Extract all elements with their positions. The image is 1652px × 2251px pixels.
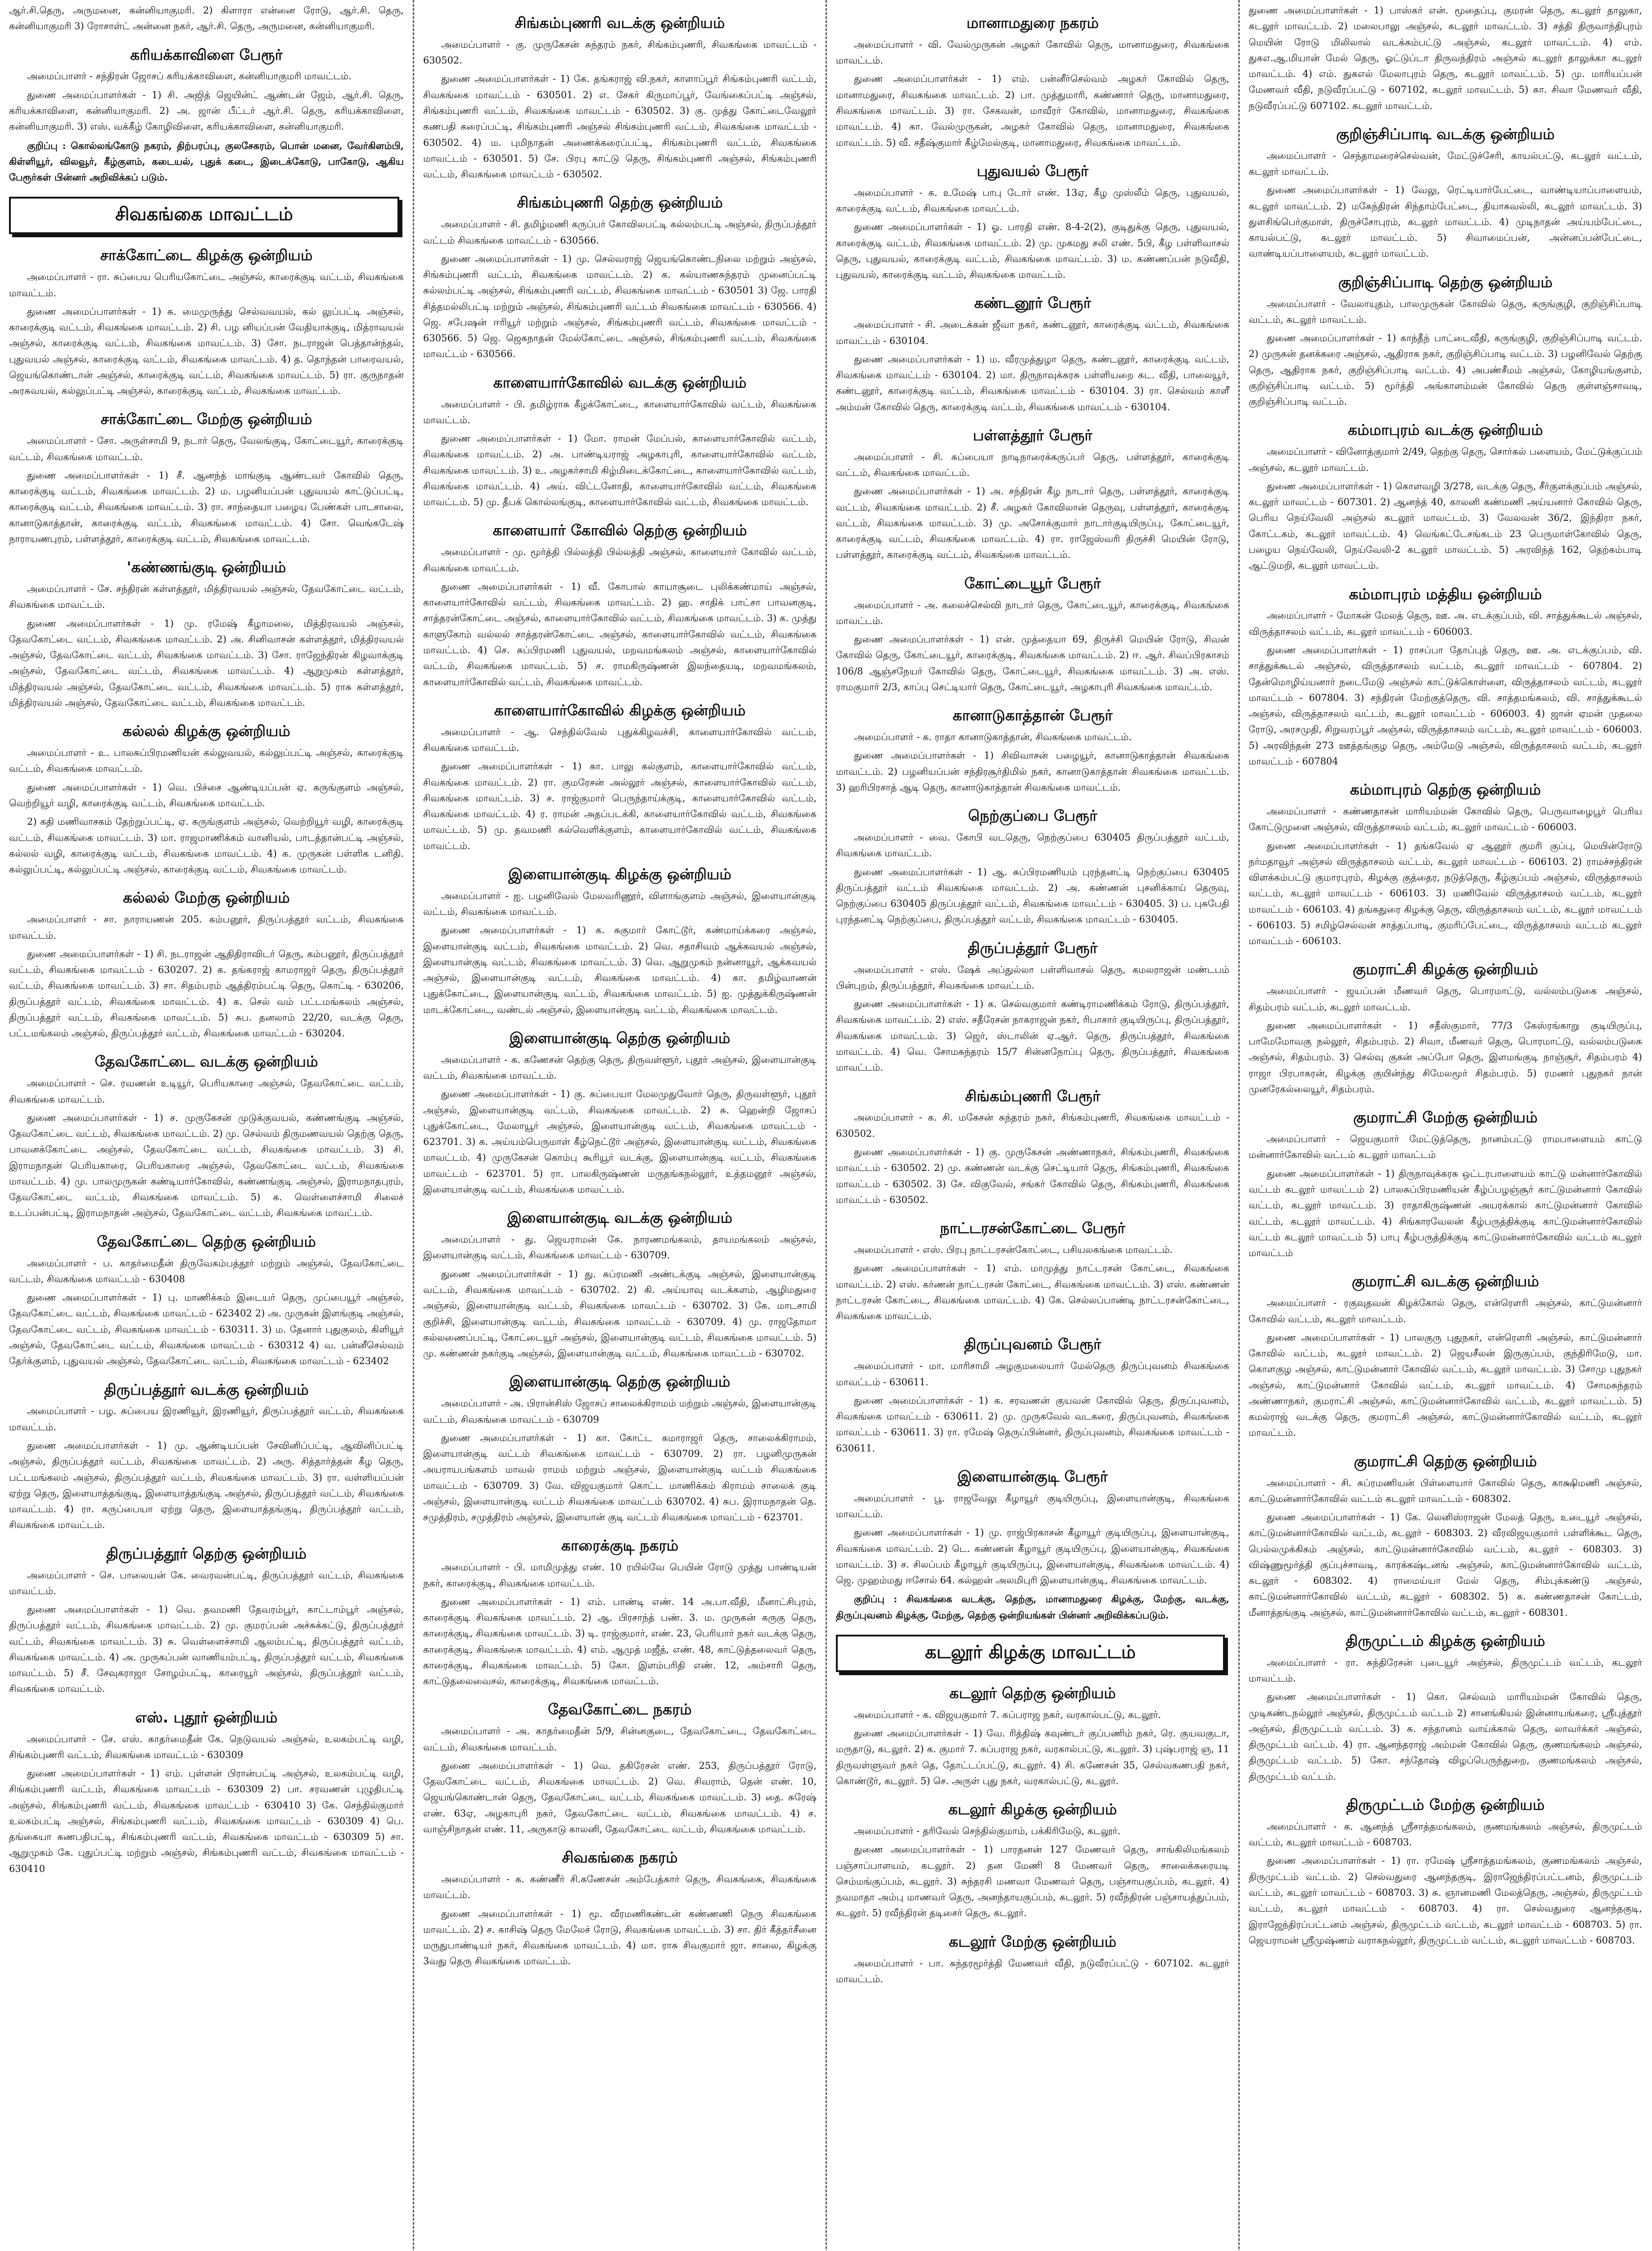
section-heading: கம்மாபுரம் மத்திய ஒன்றியம்: [1349, 585, 1542, 603]
section-heading: சிங்கம்புணரி வடக்கு ஒன்றியம்: [515, 14, 725, 32]
listing-paragraph: துணை அமைப்பாளர்கள் - 1) மு. செல்வராஜ் ஜெயங்கொண்டநிலை மற்றும் அஞ்சல், சிங்கம்புணரி வட்டம், சிவகங்கை மாவட்டம். 2) க. கல்யாணசுந்தரம் முனைப்பட்டி கல்லம்பட்டி அஞ்சல், சிங்கம்புணரி வட்டம், சிவகங்கை மாவட்டம் - 630501 3) ஜே. பாரதி சித்தமல்லிபட்டி மற்றும் அஞ்சல், சிங்கம்புணரி வட்டம் சிவகங்கை மாவட்டம் - 630566. 4) ஜெ. சபேஷன் ஈரியூர் மற்றும் அஞ்சல், சிங்கம்புணரி வட்டம், சிவகங்கை மாவட்டம் - 630566. 5) ஜெ. ஜெகநாதன் மேல்கோட்டை அஞ்சல், சிங்கம்புணரி வட்டம், சிவகங்கை மாவட்டம் - 630566.: [423, 253, 817, 360]
listing-paragraph: துணை அமைப்பாளர்கள் - 1) எம். பன்னீர்செல்வம் அழகர் கோவில் தெரு, மானாமதுரை, சிவகங்கை மாவட்டம். 2) பா. முத்துமாரி, கண்ணார் தெரு, மானாமதுரை, சிவகங்கை மாவட்டம். 3) ரா. சேகவன், மாவீரர் கோவில், மானாமதுரை, சிவகங்கை மாவட்டம். 4) கா. வேல்முருகன், அழகர் கோவில் தெரு, மானாமதுரை, சிவகங்கை மாவட்டம். 5) வீ. சதீஷ்குமார் கீழ்மேல்குடி, மானாமதுரை, சிவகங்கை மாவட்டம்.: [836, 73, 1229, 148]
listing-paragraph: துணை அமைப்பாளர்கள் - 1) து. சுப்ரமணி அண்டக்குடி அஞ்சல், இளையான்குடி வட்டம், சிவகங்கை மாவட்டம் - 630702. 2) கி. அய்யாவு வடக்களம், ஆழிமதுரை அஞ்சல், இளையான்குடி வட்டம், சிவகங்கை மாவட்டம் - 630702. 3) கே. மாடசாமி குறிச்சி, இளையான்குடி வட்டம், சிவகங்கை மாவட்டம் - 630709. 4) மு. ராஜதோமா கல்லணைப்பட்டி, கோட்டையூர் அஞ்சல், இளையான்குடி வட்டம், சிவகங்கை மாவட்டம். 5) மு. கண்ணன் நகர்குடி அஞ்சல், இளையான்குடி வட்டம், சிவகங்கை மாவட்டம் - 630702.: [423, 1268, 817, 1359]
listing-paragraph: அமைப்பாளர் - வேலாயுதம், பாலமுருகன் கோவில் தெரு, கருங்குழி, குறிஞ்சிப்பாடி வட்டம், கடலூர் மாவட்டம்.: [1249, 298, 1642, 325]
column-1: [0, 0, 413, 2251]
listing-paragraph: துணை அமைப்பாளர்கள் - 1) சதீஸ்குமார், 77/3 கேஸ்ரங்காறு குடியிருப்பு, பாமேமோவகு நல்லூர், சிதம்பரம். 2) சிவா, மீணவர் தெரு, பொரமாட்டு, வல்லம்படுகை அஞ்சல், சிதம்பரம். 3) செல்வு குகன் அப்போ தெரு, இளமங்குடி நாஞ்சூர், சிதம்பரம் 4) ராஜா பிரபாகரன், கிழக்கு குயின்ந்து சிமேலமூர் சிதம்பரம். 5) ரமணர் புதுநகர் நான் முனரேகல்லையூர், சிதம்பரம்.: [1249, 1020, 1642, 1094]
section-heading: காளையார்கோவில் கிழக்கு ஒன்றியம்: [494, 701, 746, 719]
listing-paragraph: துணை அமைப்பாளர்கள் - 1) சீ. ஆனந்த் மாங்குடி ஆண்டவர் கோவில் தெரு, காரைக்குடி வட்டம், சிவகங்கை மாவட்டம். 2) ம. பழனியப்பன் புதுவயல் காட்டுப்பட்டி, காரைக்குடி வட்டம், சிவகங்கை மாவட்டம். 3) ரா. சாந்தையா பழைய பேண்கள் பாடசாலை, கானாடுகாத்தான், காரைக்குடி வட்டம், சிவகங்கை மாவட்டம். 4) சோ. வெங்கடேஷ் நாராயணபுரம், பள்ளத்தூர், காரைக்குடி வட்டம், சிவகங்கை மாவட்டம்.: [9, 470, 404, 544]
listing-paragraph: அமைப்பாளர் - பழ. சுப்பைய இரணியூர், இரணியூர், திருப்பத்தூர் வட்டம், சிவகங்கை மாவட்டம்.: [9, 1406, 404, 1433]
listing-paragraph: துணை அமைப்பாளர்கள் - 1) க. சரவணன் குயவன் கோவில் தெரு, திருப்புவனம், சிவகங்கை மாவட்டம் - 630611. 2) மு. முருகவேல் வடகரை, திருப்புவனம், சிவகங்கை மாவட்டம் - 630611. 3) ரா. ரமேஷ் தெருப்பின்னர், திருப்புவனம், சிவகங்கை மாவட்டம் - 630611.: [836, 1395, 1229, 1454]
district-heading: சிவகங்கை மாவட்டம்: [9, 197, 399, 234]
section-heading: புதுவயல் பேரூர்: [976, 162, 1089, 180]
listing-paragraph: அமைப்பாளர் - ஆ. செந்தில்வேல் புதுக்கிழவச்சி, காளையார்கோவில் வட்டம், சிவகங்கை மாவட்டம்.: [423, 726, 817, 753]
listing-paragraph: துணை அமைப்பாளர்கள் - 1) மு. ஆண்டியப்பன் சேவினிப்பட்டி, ஆவினிப்பட்டி அஞ்சல், திருப்பத்தூர் வட்டம், சிவகங்கை மாவட்டம். 2) அரு. சித்தார்த்தன் கீழ தெரு, பட்டமங்கலம் அஞ்சல், திருப்பத்தூர் வட்டம், சிவகங்கை மாவட்டம். 3) ரா. வள்ளியப்பன் ஏற்று தெரு, இளையாத்தங்குடி, இளையாத்தங்குடி அஞ்சல், திருப்பத்தூர் வட்டம், சிவகங்கை மாவட்டம். 4) ரா. கருப்பையா ஏற்று தெரு, இளையாத்தங்குடி, திருப்பத்தூர் வட்டம், சிவகங்கை மாவட்டம்.: [9, 1440, 404, 1531]
listing-paragraph: துணை அமைப்பாளர்கள் - 1) வெ. தவமணி தேவரம்பூர், காட்டாம்பூர் அஞ்சல், திருப்பத்தூர் வட்டம், சிவகங்கை மாவட்டம். 2) மு. குமரப்பன் அச்சுக்கட்டு, திருப்பத்தூர் வட்டம், சிவகங்கை மாவட்டம். 3) சு. வெள்ளைச்சாமி ஆலம்பட்டி, திருப்பத்தூர் வட்டம், சிவகங்கை மாவட்டம். 4) அ. முருகப்பன் வாணியம்பட்டி, திருப்பத்தூர் வட்டம், சிவகங்கை மாவட்டம். 5) சீ. சேவுகராஜா சோழம்பட்டி, காரையூர் அஞ்சல், திருப்பத்தூர் வட்டம், சிவகங்கை மாவட்டம்.: [9, 1604, 404, 1695]
listing-paragraph: துணை அமைப்பாளர்கள் - 1) பாரதனன் 127 மேணவர் தெரு, சாங்கிலிமங்கலம் பஞ்சாப்பாளயம், கடலூர். 2) தன மேணி 8 மேணவர் தெரு, சாலைக்கரையடி செம்மங்குப்பம், கடலூர். 3) சுந்தரசி மணவா மேணவர் தெரு, பஞ்சாயகுப்பம், கடலூர். 4) நவமாதா அம்பு மாணவர் தெரு, அனந்தாயகுப்பம், கடலூர். 5) ரவீந்திரன் பஞ்சாயத்துப்பம், கடலூர். 5) ரவீந்திரன் தடிசைர் தெரு, கடலூர்.: [836, 1844, 1229, 1919]
listing-paragraph: அமைப்பாளர் - உ. பாலசுப்பிரமணியன் கல்லுவயல், கல்லுப்பட்டி அஞ்சல், காரைக்குடி வட்டம், சிவகங்கை மாவட்டம்.: [9, 747, 404, 774]
section-heading: திருப்பத்தூர் தெற்கு ஒன்றியம்: [106, 1544, 307, 1562]
listing-paragraph: துணை அமைப்பாளர்கள் - 1) எம். புள்ளன் பிரான்பட்டி அஞ்சல், உலகம்பட்டி வழி, சிங்கம்புணரி வட்டம், சிவகங்கை மாவட்டம் - 630309 2) பா. சரவணன் புழுதிபட்டி அஞ்சல், சிங்கம்புணரி வட்டம், சிவகங்கை மாவட்டம் - 630410 3) கே. செந்தில்குமார் உலகம்பட்டி அஞ்சல், சிங்கம்புணரி வட்டம், சிவகங்கை மாவட்டம் - 630309 4) பெ. தங்கையா கணபதிபட்டி, சிங்கம்புணரி வட்டம், சிவகங்கை மாவட்டம் - 630309 5) சா. ஆறுமுகம் கே. புதுப்பட்டி மற்றும் அஞ்சல், சிங்கம்புணரி வட்டம், சிவகங்கை மாவட்டம் - 630410: [9, 1768, 404, 1874]
listing-paragraph: துணை அமைப்பாளர்கள் - 1) மு. ரமேஷ் கீழாமலை, மித்திரவயல் அஞ்சல், தேவகோட்டை வட்டம், சிவகங்கை மாவட்டம். 2) அ. சினிவாசன் கள்ளத்தூர், மித்திரவயல் அஞ்சல், தேவகோட்டை வட்டம், சிவகங்கை மாவட்டம். 3) சோ. ராஜேந்திரன் கிழவாக்குடி அஞ்சல், தேவகோட்டை வட்டம், சிவகங்கை மாவட்டம். 4) ஆறுமுகம் கள்ளத்தூர், மித்திரவயல் அஞ்சல், தேவகோட்டை வட்டம், சிவகங்கை மாவட்டம். 5) ராசு கள்ளத்தூர், மித்திரவயல் அஞ்சல், தேவகோட்டை வட்டம், சிவகங்கை மாவட்டம்.: [9, 618, 404, 708]
section-heading: சிங்கம்புணரி பேரூர்: [965, 1087, 1101, 1105]
listing-paragraph: துணை அமைப்பாளர்கள் - 1) ராசப்பா தோப்புத் தெரு, ஊ. அ. எடக்குப்பம், வி. சாத்துக்கூடல் அஞ்சல், விருத்தாசலம் வட்டம், கடலூர் மாவட்டம் - 607804. 2) தேன்மொழிய்யனார் நடைமேடு அஞ்சல் காட்டுக்கொள்ளை, விருத்தாசலம் வட்டம், கடலூர் மாவட்டம் - 607804. 3) சந்திரன் மேற்குத்தெரு, வி. சாத்தமங்கலம், வி. சாத்துக்கூடல் அஞ்சல், விருத்தாசலம் வட்டம், கடலூர் மாவட்டம் - 606003. 4) ஜான் ஏமன் முதலை ரோடு, அரசமுதி, சிறுவரப்பூர் அஞ்சல், விருத்தாசலம் வட்டம், கடலூர் மாவட்டம் - 606003. 5) அரவிந்தன் 273 ஊத்தங்குழ தெரு, அம்மேடு அஞ்சல், விருத்தாசலம் வட்டம், கடலூர் மாவட்டம் - 607804: [1249, 644, 1642, 767]
section-heading: குமராட்சி தெற்கு ஒன்றியம்: [1354, 1452, 1537, 1470]
listing-paragraph: துணை அமைப்பாளர்கள் - 1) திருநாவுக்கரசு ஒட்டரபாளையம் காட்டு மன்னார்கோவில் வட்டம் கடலூர் மாவட்டம் 2) பாலசுப்பிரமணியன் கீழ்ப்பழஞ்சூர் காட்டுமன்னார் கோவில் வட்டம், கடலூர் மாவட்டம். 3) ராதாகிருஷ்ணன் அயரக்கால் காட்டுமன்னார் கோவில் வட்டம், கடலூர் மாவட்டம். 4) சிங்காரவேலன் கீழ்பருத்திக்குடி காட்டுமன்னார்கோவில் வட்டம் கடலூர் மாவட்டம் 5) பாபு கீழ்பருத்திக்குடி காட்டுமன்னார்கோவில் வட்டம் கடலூர் மாவட்டம்: [1249, 1168, 1642, 1259]
listing-paragraph: அமைப்பாளர் - வினோத்குமார் 2/49, தெற்கு தெரு, சொர்கல் பளையம், மேட்டுக்குப்பம் அஞ்சல், கடலூர் மாவட்டம்.: [1249, 446, 1642, 473]
section-heading: திருப்புவனம் பேரூர்: [964, 1335, 1101, 1353]
listing-paragraph: அமைப்பாளர் - அ. கலைச்செல்வி நாடார் தெரு, கோட்டையூர், காரைக்குடி, சிவகங்கை மாவட்டம்.: [836, 599, 1229, 626]
section-heading: நெற்குப்பை பேரூர்: [968, 807, 1097, 825]
section-heading: கடலூர் மேற்கு ஒன்றியம்: [948, 1932, 1117, 1950]
listing-paragraph: அமைப்பாளர் - ப. காதர்மைதீன் திருவேகம்பத்தூர் மற்றும் அஞ்சல், தேவகோட்டை வட்டம், சிவகங்கை மாவட்டம் - 630408: [9, 1257, 404, 1284]
section-heading: இளையான்குடி பேரூர்: [957, 1467, 1108, 1485]
listing-paragraph: துணை அமைப்பாளர்கள் - 1) சி. நடராஜன் ஆதிதிராவிடர் தெரு, கம்பனூர், திருப்பத்தூர் வட்டம், சிவகங்கை மாவட்டம் - 630207. 2) க. தங்கராஜ் காமராஜர் தெரு, திருப்பத்தூர் வட்டம், சிவகங்கை மாவட்டம். 3) சா. சிதம்பரம் ஆத்திரம்பட்டி தெரு, கொட்டி - 630206, திருப்பத்தூர் வட்டம், சிவகங்கை மாவட்டம். 4) க. செல் வம் பட்டமங்கலம் அஞ்சல், திருப்பத்தூர் வட்டம், சிவகங்கை மாவட்டம். 5) சுப. தனலாம் 22/20, வடக்கு தெரு, பட்டமங்கலம் அஞ்சல், திருப்பத்தூர் வட்டம், சிவகங்கை மாவட்டம் - 630204.: [9, 948, 404, 1039]
section-heading: காரைக்குடி நகரம்: [561, 1537, 679, 1555]
listing-paragraph: துணை அமைப்பாளர்கள் - 1) ம. வீரமுத்துழா தெரு, கண்டனூர், காரைக்குடி வட்டம், சிவகங்கை மாவட்டம் - 630104. 2) மா. திருநாவுக்கரசு பள்ளியறை கட. வீதி, பாலையூர், கண்டனூர், காரைக்குடி வட்டம், சிவகங்கை மாவட்டம் - 630104. 3) ரா. செல்வம் காளீ அம்மன் கோவில் தெரு, காரைக்குடி வட்டம், சிவகங்கை மாவட்டம் - 630104.: [836, 353, 1229, 412]
listing-paragraph: அமைப்பாளர் - வை. கோபி வடதெரு, நெற்குப்பை 630405 திருப்பத்தூர் வட்டம், சிவகங்கை மாவட்டம்.: [836, 832, 1229, 859]
note-paragraph: குறிப்பு : சிவகங்கை வடக்கு, தெற்கு, மானாமதுரை கிழக்கு, மேற்கு, வடக்கு, திருப்புவனம் கிழக்கு, மேற்கு, தெற்கு ஒன்றியங்கள் பின்னர் அறிவிக்கப்படும்.: [836, 1593, 1229, 1621]
listing-paragraph: ஆர்.சி.தெரு, அருமனை, கன்னியாகுமரி. 2) கிளாரா என்னை ரோடு, ஆர்.சி. தெரு, கன்னியாகுமரி 3) ரோசாள்ட் அன்னை நகர், ஆர்.சி. தெரு, அருமனை, கன்னியாகுமரி.: [9, 5, 404, 32]
section-heading: நாட்டரசன்கோட்டை பேரூர்: [940, 1219, 1125, 1237]
listing-paragraph: துணை அமைப்பாளர்கள் - 1) கு. சுப்பையா மேலமுதுவோர் தெரு, திருவள்ளூர், புதூர் அஞ்சல், இளையான்குடி வட்டம், சிவகங்கை மாவட்டம். 2) சு. ஹென்றி ஜோசப் புதுக்கோட்டை, மேலாயூர் அஞ்சல், இளையான்குடி வட்டம், சிவகங்கை மாவட்டம் - 623701. 3) க. அய்யம்பெருமாள் கீழ்நெட்டூர் அஞ்சல், இளையான்குடி வட்டம், சிவகங்கை மாவட்டம். 4) முருகேசன் கொம்பு கூரியூர் வடக்கு, இளையான்குடி வட்டம், சிவகங்கை மாவட்டம் - 623701. 5) ரா. பாலகிருஷ்ணன் மருதங்கநல்லூர், உத்தமனூர் அஞ்சல், இளையான்குடி வட்டம், சிவகங்கை மாவட்டம்.: [423, 1089, 817, 1195]
section-heading: குமராட்சி வடக்கு ஒன்றியம்: [1351, 1272, 1539, 1290]
listing-paragraph: துணை அமைப்பாளர்கள் - 1) கா. பாலு கல்குளம், காளையார்கோவில் வட்டம், சிவகங்கை மாவட்டம். 2) ரா. குமரேசன் அல்லூர் அஞ்சல், காளையார்கோவில் வட்டம், சிவகங்கை மாவட்டம். 3) ச. ராஜ்குமார் பெருந்தாய்க்குடி, காளையார்கோவில் வட்டம், சிவகங்கை மாவட்டம். 4) ர. ராமன் அதப்படக்கி, காளையார்கோவில் வட்டம், சிவகங்கை மாவட்டம். 5) மு. தவமணி கல்வெளிக்குளம், காளையார்கோவில் வட்டம், சிவகங்கை மாவட்டம்.: [423, 761, 817, 851]
section-heading: குமராட்சி மேற்கு ஒன்றியம்: [1353, 1108, 1538, 1126]
listing-paragraph: துணை அமைப்பாளர்கள் - 1) க. செல்வகுமார் கண்டிராமணிக்கம் ரோடு, திருப்பத்தூர், சிவகங்கை மாவட்டம். 2) எஸ். சதீரேசன் நாகராஜன் நகர், ரிபாசார் குடியிருப்பு, திருப்பத்தூர், சிவகங்கை மாவட்டம். 3) ஜெர், ஸ்டாலின் ஏ.ஆர். தெரு, திருப்பத்தூர், சிவகங்கை மாவட்டம். 4) வெ. சோமசுந்தரம் 15/7 சின்னநோப்பு தெரு, திருப்பத்தூர், சிவகங்கை மாவட்டம்.: [836, 999, 1229, 1073]
listing-paragraph: அமைப்பாளர் - எஸ். ஷேக் அப்துல்லா பள்ளிவாசல் தெரு, கமலராஜன் மண்டபம் பின்புறம், திருப்பத்தூர், சிவகங்கை மாவட்டம்.: [836, 964, 1229, 991]
section-heading: காளையார் கோவில் தெற்கு ஒன்றியம்: [492, 521, 747, 539]
listing-paragraph: அமைப்பாளர் - மோகன் மேலத் தெரு, ஊ. அ. எடக்குப்பம், வி. சாத்துக்கூடல் அஞ்சல், விருத்தாசலம் வட்டம், கடலூர் மாவட்டம் - 606003.: [1249, 610, 1642, 637]
listing-paragraph: அமைப்பாளர் - க. உமேஷ் பாபு டோர் எண். 13ஏ, கீழ முஸ்லீம் தெரு, புதுவயல், காரைக்குடி வட்டம், சிவகங்கை மாவட்டம்.: [836, 187, 1229, 214]
listing-paragraph: அமைப்பாளர் - மு. மூர்த்தி பில்லத்தி பில்லத்தி அஞ்சல், காளையார் கோவில் வட்டம், சிவகங்கை மாவட்டம்.: [423, 547, 817, 574]
listing-paragraph: அமைப்பாளர் - சே. சந்திரன் கள்ளத்தூர், மித்திரவயல் அஞ்சல், தேவகோட்டை வட்டம், சிவகங்கை மாவட்டம்.: [9, 583, 404, 610]
listing-paragraph: அமைப்பாளர் - ரா. சுந்திரேசன் புடையூர் அஞ்சல், திருமுட்டம் வட்டம், கடலூர் மாவட்டம்.: [1249, 1657, 1642, 1684]
section-heading: இளையான்குடி தெற்கு ஒன்றியம்: [509, 1373, 731, 1391]
section-heading: இளையான்குடி கிழக்கு ஒன்றியம்: [508, 865, 731, 883]
listing-paragraph: அமைப்பாளர் - ஜயப்பன் மீணவர் தெரு, பொரமாட்டு, வல்லம்படுகை அஞ்சல், சிதம்பரம் வட்டம், கடலூர் மாவட்டம்.: [1249, 985, 1642, 1012]
section-heading: குறிஞ்சிப்பாடி வடக்கு ஒன்றியம்: [1336, 125, 1555, 143]
listing-paragraph: துணை அமைப்பாளர்கள் - 1) என். முத்தையா 69, திருச்சி மெயின் ரோடு, சிவன் கோவில் தெரு, கோட்டையூர், காரைக்குடி, சிவகங்கை மாவட்டம். 2) ஈ. ஆர். சிவப்பிரகாசம் 106/8 ஆஞ்சநேயர் கோவில் தெரு, கோட்டையூர், சிவகங்கை மாவட்டம். 3) அ. எஸ். ராமகுமார் 2/3, காப்பு செட்டியார் தெரு, கோட்டையூர், அழகாபுரி சிவகங்கை மாவட்டம்.: [836, 634, 1229, 692]
listing-paragraph: அமைப்பாளர் - சா. நாராயணன் 205. கம்பனூர், திருப்பத்தூர் வட்டம், சிவகங்கை மாவட்டம்.: [9, 914, 404, 941]
section-heading: சிவகங்கை நகரம்: [562, 1849, 678, 1867]
listing-paragraph: துணை அமைப்பாளர்கள் - 1) தங்கவேல் ஏ ஆனூர் குமரி குப்பு, மெயின்ரோடு நர்மதாவூர் அஞ்சல் விருத்தாசலம் வட்டம், கடலூர் மாவட்டம் - 606103. 2) ராமச்சந்திரன் விளக்கம்பட்டு குமாரபுரம், கிழக்கு குத்தைர, நடுத்தெரு, கீழ்குப்பம் அஞ்சல், விருத்தாசலம் வட்டம், கடலூர் மாவட்டம் - 606103. 3) மணிவேல் விருத்தாசலம் வட்டம், கடலூர் மாவட்டம் - 606103. 4) தங்கதுரை கிழக்கு தெரு, விருத்தாசலம் வட்டம், கடலூர் மாவட்டம் - 606103. 5) சமிழ்செல்வன் சாத்தப்பாடி, குமரிப்பேட்டை, விருத்தாசலம் வட்டம் கடலூர் மாவட்டம் - 606103.: [1249, 840, 1642, 947]
section-heading: கண்டனூர் பேரூர்: [974, 294, 1091, 312]
listing-paragraph: துணை அமைப்பாளர்கள் - 1) எம். பாண்டி எண். 14 அ.பா.வீதி, மீனாட்சிபுரம், காரைக்குடி சிவகங்கை மாவட்டம். 2) ஆ. பிரசாந்த் பண். 3. ம. முருகன் கருகு தெரு, காரைக்குடி, சிவகங்கை மாவட்டம். 3) டி. ராஜ்குமார், எண். 23, பெரியார் நகர் வடக்கு தெரு, காரைக்குடி, சிவகங்கை மாவட்டம். 4) எம். ஆமுத் மஜீத், எண். 48, காட்டுத்தலைவர் தெரு, காரைக்குடி, சிவகங்கை மாவட்டம். 5) கோ. இளம்பரிதி எண். 12, அம்சாரி தெரு, காட்டுதலைவைசல், காரைக்குடி, சிவகங்கை மாவட்டம்.: [423, 1596, 817, 1687]
listing-paragraph: அமைப்பாளர் - அ. பிரான்சிஸ் ஜோசப் சாலைக்கிராமம் மற்றும் அஞ்சல், இளையான்குடி வட்டம், சிவகங்கை மாவட்டம் - 630709: [423, 1398, 817, 1425]
listing-paragraph: துணை அமைப்பாளர்கள் - 1) ரா. ரமேஷ் ஸ்ரீசாத்தமங்கலம், குணமங்கலம் அஞ்சல், திருமுட்டம் வட்டம். 2) செல்வதுரை ஆனந்தகுடி, இராஜேந்திரப்பட்டனம், திருமுட்டம் வட்டம், கடலூர் மாவட்டம் - 608703. 3) சு. ஞானமணி மேலத்தெரு, அஞ்சல், திருமுட்டம் வட்டம், கடலூர் மாவட்டம் - 608703. 4) ரா. செல்வதுரை ஆனந்தகுடி, இராஜேந்திரப்பட்டனம் அஞ்சல், திருமுட்டம் வட்டம், கடலூர் மாவட்டம் - 608703. 5) ரா. ஜெயராமன் ஸ்ரீமுஷ்ணம் வராகநல்லூர், திருமுட்டம் வட்டம், கடலூர் மாவட்டம் - 608703.: [1249, 1855, 1642, 1946]
listing-paragraph: அமைப்பாளர் - செ. பாலையன் கே. வைரவன்பட்டி, திருப்பத்தூர் வட்டம், சிவகங்கை மாவட்டம்.: [9, 1569, 404, 1596]
section-heading: கோட்டையூர் பேரூர்: [964, 574, 1101, 592]
listing-paragraph: அமைப்பாளர் - பி. மாமிமுத்து எண். 10 ரயில்வே பெயின் ரோடு முத்து பாண்டியன் நகர், காரைக்குடி, சிவகங்கை மாவட்டம்.: [423, 1562, 817, 1589]
listing-paragraph: அமைப்பாளர் - எஸ். பிரபு நாட்டரசன்கோட்டை, பசியலகங்கை மாவட்டம்.: [854, 1244, 1173, 1255]
section-heading: கம்மாபுரம் வடக்கு ஒன்றியம்: [1348, 421, 1543, 439]
listing-paragraph: துணை அமைப்பாளர்கள் - 1) க. சுகுமார் கோட்டூர், கண்மாய்க்கரை அஞ்சல், இளையான்குடி வட்டம், சிவகங்கை மாவட்டம். 2) வெ. சதாசிவம் ஆக்கவயல் அஞ்சல், இளையான்குடி வட்டம், சிவகங்கை மாவட்டம். 3) வெ. ஆறுமுகம் நன்னாயூர், ஆக்கவயல் அஞ்சல், இளையான்குடி வட்டம், சிவகங்கை மாவட்டம். 4) கா. தமிழ்வாணன் புதுக்கோட்டை, இளையான்குடி வட்டம், சிவகங்கை மாவட்டம். 5) ஐ. முத்துக்கிருஷ்ணன் மாடக்கோட்டை, வண்டல் அஞ்சல், இளையான்குடி வட்டம், சிவகங்கை மாவட்டம்.: [423, 925, 817, 1015]
listing-paragraph: அமைப்பாளர் - ஐ. பழனிவேல் மேலவரிணூர், விளாங்குளம் அஞ்சல், இளையான்குடி வட்டம், சிவகங்கை மாவட்டம்.: [423, 890, 817, 918]
listing-paragraph: அமைப்பாளர் - கு. முருகேசன் சுந்தரம் நகர், சிங்கம்புணரி, சிவகங்கை மாவட்டம் - 630502.: [423, 39, 817, 66]
listing-paragraph: அமைப்பாளர் - அ. காதர்மைதீன் 5/9, சின்னகுடை, தேவகோட்டை, தேவகோட்டை வட்டம், சிவகங்கை மாவட்டம்.: [423, 1726, 817, 1753]
listing-paragraph: துணை அமைப்பாளர்கள் - 1) சு. மைமுருத்து செல்வவயல், கல் லுப்பட்டி அஞ்சல், காரைக்குடி வட்டம், சிவகங்கை மாவட்டம். 2) சி. பழ னியப்பன் வேதியாக்குடி, மித்ராவயல் அஞ்சல், காரைக்குடி வட்டம், சிவகங்கை மாவட்டம். 3) சோ. நடராஜன் பெத்தான்ந்தல், புதுவயல் அஞ்சல், காரைக்குடி வட்டம், சிவகங்கை மாவட்டம். 4) த. தொந்தன் பாரைவயல், ஜெயங்கொண்டான் அஞ்சல், காரைக்குடி வட்டம், சிவகங்கை மாவட்டம். 5) ரா. குருநாதன் அரசுவயல், கல்லுப்பட்டி அஞ்சல், காரைக்குடி வட்டம், சிவகங்கை மாவட்டம்.: [9, 306, 404, 397]
listing-paragraph: துணை அமைப்பாளர்கள் - 1) வீ. கோபால் காயாசூடை புலிக்கண்மாய் அஞ்சல், காளையார்கோவில் வட்டம், சிவகங்கை மாவட்டம். 2) ஹ. சாதிக் பாட்சா பாவனகுடி, சாத்தரன்கோட்டை அஞ்சல், காளையார்கோவில் வட்டம், சிவகங்கை மாவட்டம். 3) க. முத்து காளுகோம் வல்லல் சாத்தரன்கோட்டை அஞ்சல், காளையார்கோவில் வட்டம், சிவகங்கை மாவட்டம். 4) செ. சுப்பிரமணி புதுவயல், மறவமங்கலம் அஞ்சல், காளையார்கோவில் வட்டம், சிவகங்கை மாவட்டம். 5) ச. ராமகிருஷ்ணன் இலந்தையடி, மறவமங்கலம், காளையார்கோவில் வட்டம், சிவகங்கை மாவட்டம்.: [423, 581, 817, 687]
listing-paragraph: அமைப்பாளர் - பூ. ராஜவேலு கீழாயூர் குடியிருப்பு, இளையான்குடி, சிவகங்கை மாவட்டம்.: [836, 1492, 1229, 1520]
section-heading: திருப்பத்தூர் வடக்கு ஒன்றியம்: [104, 1380, 309, 1398]
listing-paragraph: அமைப்பாளர் - சோ. அருள்சாமி 9, நடார் தெரு, வேலங்குடி, கோட்டையூர், காரைக்குடி வட்டம், சிவகங்கை மாவட்டம்.: [9, 435, 404, 462]
listing-paragraph: அமைப்பாளர் - ரா. சுப்பைய பெரியகோட்டை அஞ்சல், காரைக்குடி வட்டம், சிவகங்கை மாவட்டம்.: [9, 271, 404, 298]
listing-paragraph: துணை அமைப்பாளர்கள் - 1) கே. லெனிஸ்ராஜன் மேலத் தெரு, உடையூர் அஞ்சல், காட்டுமன்னார்கோவில் வட்டம், கடலூர் - 608303. 2) வீரவிஜயகுமார் பள்ளிக்கூட தெரு, பெல்லமுக்கிகம் அஞ்சல், காட்டுமன்னார்கோவில் வட்டம், கடலூர் - 608303. 3) விஷ்ணுமூர்த்தி குப்புச்சாவடி, காரக்கஷ்டனங் அஞ்சல், காட்டுமன்னார்கோவில் வட்டம், கடலூர் - 608302. 4) ராமைய்யா மேல் தெரு, சிம்புக்கண்டு அஞ்சல், காட்டுமன்னார்கோவில் வட்டம், கடலூர் - 608302. 5) க. கண்ணதாசன் கோட்டம், மீனாத்தங்குடி அஞ்சல், காட்டுமன்னார்கோவில் வட்டம், கடலூர் - 608301.: [1249, 1512, 1642, 1618]
listing-paragraph: துணை அமைப்பாளர்கள் - 1) சி. அஜித் ஜெயின்ட் ஆண்டன் ஜேம், ஆர்.சி. தெரு, கரியக்காவிளை, கன்னியாகுமரி. 2) அ. ஜான் பீட்டர் ஆர்.சி. தெரு, கரியக்காவிளை, கன்னியாகுமரி. 3) எஸ். வக்கீழ் கோழிவிளை, கரியக்காவிளை, கன்னியாகுமரி.: [9, 89, 404, 132]
listing-paragraph: துணை அமைப்பாளர்கள் - 1) மோ. ராமன் மேப்பல், காளையார்கோவில் வட்டம், சிவகங்கை மாவட்டம். 2) அ. பாண்டியராஜ் அழகாபுரி, காளையார்கோவில் வட்டம், சிவகங்கை மாவட்டம். 3) உ. அழகர்சாமி கிழ்மிடைக்கோட்டை, காளையார்கோவில் வட்டம், சிவகங்கை மாவட்டம். 4) அய். விட்டனோதி, காளையார்கோவில் வட்டம், சிவகங்கை மாவட்டம். 5) மு. தீபக் கொல்லங்குடி, காளையார்கோவில் வட்டம், சிவகங்கை மாவட்டம்.: [423, 433, 817, 508]
listing-paragraph: அமைப்பாளர் - தரிவேல் செந்தில்குமாம், பக்கிரிமேடு, கடலூர்.: [854, 1826, 1121, 1837]
listing-paragraph: துணை அமைப்பாளர்கள் - 1) பு. மாணிக்கம் இடையர் தெரு, முப்பையூர் அஞ்சல், தேவகோட்டை வட்டம், சிவகங்கை மாவட்டம் - 623402 2) அ. முருகன் இளங்குடி அஞ்சல், தேவகோட்டை வட்டம், சிவகங்கை மாவட்டம் - 630311. 3) ம. தேனார் புதுகுலம், கிளியூர் அஞ்சல், தேவகோட்டை வட்டம், சிவகங்கை மாவட்டம் - 630312 4) வ. பன்னீசெல்வம் தேர்க்குளம், புதுவயல் அஞ்சல், தேவகோட்டை வட்டம், சிவகங்கை மாவட்டம் - 623402: [9, 1292, 404, 1367]
listing-paragraph: அமைப்பாளர் - செந்தாமரைச்செல்வன், மேட்டுச்சேரி, காயல்பட்டு, கடலூர் வட்டம், கடலூர் மாவட்டம்.: [1249, 150, 1642, 177]
section-heading: இளையான்குடி வடக்கு ஒன்றியம்: [507, 1209, 732, 1227]
section-heading: தேவகோட்டை தெற்கு ஒன்றியம்: [97, 1232, 316, 1250]
listing-paragraph: துணை அமைப்பாளர்கள் - 1) கொ. செல்வம் மாரியம்மன் கோவில் தெரு, முடிகண்டநல்லூர் அஞ்சல், திருமுட்டம் வட்டம் 2) சானங்கியல் இன்னாயங்கரை, ஸ்ரீபுத்தூர் அஞ்சல், திருமுட்டம் வட்டம். 3) சு. சந்தானம் வாய்க்கால் தெரு, லாவர்க்கர் அஞ்சல், திருமுட்டம் வட்டம். 4) ரா. ஆனந்தராஜ் அம்மன் கோவில் தெரு, குணமங்கலம் அஞ்சல், திருமுட்டம் வட்டம். 5) கோ. சந்தோஷ் விழப்பெருந்துறை, குணமங்கலம் அஞ்சல், திருமுட்டம் வட்டம்.: [1249, 1691, 1642, 1782]
section-heading: கம்மாபுரம் தெற்கு ஒன்றியம்: [1350, 781, 1541, 799]
listing-paragraph: அமைப்பாளர் - சி. அடைக்கன் ஜீவா நகர், கண்டனூர், காரைக்குடி வட்டம், சிவகங்கை மாவட்டம் - 630104.: [836, 319, 1229, 346]
section-heading: தேவகோட்டை வடக்கு ஒன்றியம்: [95, 1053, 318, 1071]
listing-paragraph: அமைப்பாளர் - க. ஆனந்த் ஸ்ரீசாத்தமங்கலம், குணமங்கலம் அஞ்சல், திருமுட்டம் வட்டம், கடலூர் மாவட்டம் - 608703.: [1249, 1821, 1642, 1848]
listing-paragraph: துணை அமைப்பாளர்கள் - 1) வேலு, ரெட்டியார்பேட்டை, வாண்டியாப்பாளையம், கடலூர் மாவட்டம். 2) மகேந்திரன் சிந்தாம்பேட்டை, தியாகவல்லி, கடலூர் மாவட்டம். 3) துளசிங்பெர்குமாள், திருச்சோபுரம், கடலூர் மாவட்டம். 4) முடிநாதன் அய்யம்பேட்டை, காயல்பட்டு, கடலூர் மாவட்டம். 5) சிவாமைப்பன், அன்னப்பன்பேட்டை, வாண்டியப்பாளையம், கடலூர் மாவட்டம்.: [1249, 185, 1642, 259]
listing-paragraph: அமைப்பாளர் - க. ராதா கானாடுகாத்தான், சிவகங்கை மாவட்டம்.: [854, 732, 1132, 743]
listing-paragraph: அமைப்பாளர் - மா. மாரிசாமி அழகுமலையார் மேல்தெரு திருப்புவனம் சிவகங்கை மாவட்டம் - 630611.: [836, 1361, 1229, 1388]
listing-paragraph: துணை அமைப்பாளர்கள் - 1) மு. ராஜ்பிரகாசன் கீழாயூர் குடியிருப்பு, இளையான்குடி, சிவகங்கை மாவட்டம். 2) டெ. கண்ணன் கீழாயூர் குடியிருப்பு, இளையான்குடி, சிவகங்கை மாவட்டம். 3) ச. சிலப்பம் கீழாயூர் குடியிருப்பு, இளையான்குடி, சிவகங்கை மாவட்டம். 4) ஜெ. முஹம்மது ஈசோல் 64. கல்ஹன் அலமிபுரி இளையான்குடி, சிவகங்கை மாவட்டம்.: [836, 1527, 1229, 1586]
listing-paragraph: அமைப்பாளர் - சி. சுப்ரமணியன் பிள்ளையார் கோவில் தெரு, காக்ஷிமணி அஞ்சல், காட்டுமன்னார்கோவில் வட்டம் கடலூர் மாவட்டம் - 608302.: [1249, 1477, 1642, 1504]
section-heading: சிங்கம்புணரி தெற்கு ஒன்றியம்: [517, 194, 723, 212]
listing-paragraph: அமைப்பாளர் - கண்ணதாசன் மாரியம்மன் கோவில் தெரு, பெருவாழைபூர் பெரிய கோட்டுமுளை அஞ்சல், விருத்தாசலம் வட்டம், கடலூர் மாவட்டம் - 606003.: [1249, 806, 1642, 833]
listing-paragraph: துணை அமைப்பாளர்கள் - 1) ஆ. சுப்பிரமணியம் புரந்தனட்டி நெற்குப்பை 630405 திருப்பத்தூர் வட்டம் சிவகங்கை மாவட்டம். 2) அ. கண்ணன் புசனிக்காய் தெருவு, நெற்குப்பை 630405 திருப்பத்தூர் வட்டம், சிவகங்கை மாவட்டம் - 630405. 3) ப. புசுபேதி புரந்தனட்டி நெற்குப்பை, திருப்பத்தூர் வட்டம், சிவகங்கை மாவட்டம் - 630405.: [836, 866, 1229, 925]
listing-paragraph: அமைப்பாளர் - சி. சுப்பையா நாடிநாரைக்கருப்பர் தெரு, பள்ளத்தூர், காரைக்குடி வட்டம், சிவகங்கை மாவட்டம்.: [836, 451, 1229, 479]
listing-paragraph: அமைப்பாளர் - சந்திரன் ஜோசப் கரியக்காவிளை, கன்னியாகுமரி மாவட்டம்.: [27, 71, 352, 82]
section-heading: கானாடுகாத்தான் பேரூர்: [952, 706, 1113, 724]
listing-paragraph: அமைப்பாளர் - வி. வேல்முருகன் அழகர் கோவில் தெரு, மானாமதுரை, சிவகங்கை மாவட்டம்.: [836, 39, 1229, 66]
section-heading: கரியக்காவிளை பேரூர்: [130, 45, 283, 63]
listing-paragraph: அமைப்பாளர் - க. கணேசன் தெற்கு தெரு, திருவள்ளூர், புதூர் அஞ்சல், இளையான்குடி வட்டம், சிவகங்கை மாவட்டம்.: [423, 1054, 817, 1081]
listing-paragraph: துணை அமைப்பாளர்கள் - 1) மூ. வீரமணிகண்டன் கண்ணணி நெரு சிவகங்கை மாவட்டம். 2) ச. காசிஷ் தெரு மேலேச் ரோடு, சிவகங்கை மாவட்டம். 3) சா. திர் கீத்தர்சீனை மருதுபாண்டியர் நகர், சிவகங்கை மாவட்டம். 4) மா. ராசு சிவகுமார் ஜா. சாலை, கிழக்கு 3வது தெரு சிவகங்கை மாவட்டம்.: [423, 1908, 817, 1967]
listing-paragraph: துணை அமைப்பாளர்கள் - 1) கா. கோட்ட கமாராஜர் தெரு, சாலைக்கிராமம், இளையான்குடி வட்டம் சிவகங்கை மாவட்டம் - 630709. 2) ரா. பழனிமுருகன் அயராயபங்களம் மாவல் ராமம் மற்றும் அஞ்சல், இளையான்குடி வட்டம் சிவகங்கை மாவட்டம் - 630709. 3) வே. விஜயகுமார் கொட்ட மாணிக்கம் கிராமம் சாலைக் குடி அஞ்சல், இளையான்குடி வட்டம் சிவகங்கை மாவட்டம் 630702. 4) சுப. இராமநாதன் தெ. சமுத்திரம், சமுத்திரம் அஞ்சல், இளையான் குடி வட்டம் சிவகங்கை மாவட்டம் - 623701.: [423, 1432, 817, 1523]
note-paragraph: குறிப்பு : கொல்லங்கோடு நகரம், திற்பரப்பு, குலசேகரம், பொன் மனை, வேர்கிளம்பி, கிள்ளியூர், விலவூர், கீழ்குளம், கடையல், புதுக் கடை, இடைக்கோடு, பாகோடு, ஆகிய பேரூர்கள் பின்னர் அறிவிக்கப் படும்.: [9, 140, 404, 183]
column-2: [413, 0, 826, 2251]
section-heading: திருப்பத்தூர் பேரூர்: [968, 939, 1097, 957]
listing-paragraph: அமைப்பாளர் - ஜெயகுமார் மேட்டுத்தெரு, நானம்பட்டு ராமபாளையம் காட்டு மன்னார்கோவில் வட்டம் கடலூர் மாவட்டம்: [1249, 1134, 1642, 1161]
listing-paragraph: துணை அமைப்பாளர்கள் - 1) வெ. தகிரேசன் எண். 253, திருப்பத்தூர் ரோடு, தேவகோட்டை வட்டம், சிவகங்கை மாவட்டம். 2) வெ. சிவராம், தென் எண். 10, ஜெயங்கொண்டான் தெரு, தேவகோட்டை வட்டம், சிவகங்கை மாவட்டம். 3) தை. சுரேஷ் எண். 63ஏ, அழகாபுரி நகர், தேவகோட்டை வட்டம், சிவகங்கை மாவட்டம். 4) ச. வாஞ்சிநாதன் எண். 11, அருகாடு காலனி, தேவகோட்டை வட்டம், சிவகங்கை மாவட்டம்.: [423, 1760, 817, 1835]
section-heading: பள்ளத்தூர் பேரூர்: [973, 426, 1092, 444]
listing-paragraph: அமைப்பாளர் - பி. தமிழ்ராசு கீழக்கோட்டை, காளையார்கோவில் வட்டம், சிவகங்கை மாவட்டம்.: [423, 398, 817, 425]
column-4: [1238, 0, 1651, 2251]
section-heading: தேவகோட்டை நகரம்: [548, 1700, 692, 1718]
section-heading: சாக்கோட்டை கிழக்கு ஒன்றியம்: [100, 246, 313, 264]
section-heading: திருமுட்டம் கிழக்கு ஒன்றியம்: [1345, 1632, 1545, 1650]
section-heading: சாக்கோட்டை மேற்கு ஒன்றியம்: [100, 410, 312, 428]
district-heading: கடலூர் கிழக்கு மாவட்டம்: [836, 1635, 1225, 1672]
listing-paragraph: அமைப்பாளர் - து. ஜெயராமன் கே. நாரணமங்கலம், தாயமங்கலம் அஞ்சல், இளையான்குடி வட்டம், சிவகங்கை மாவட்டம் - 630709.: [423, 1234, 817, 1261]
listing-paragraph: அமைப்பாளர் - செ. ரவணன் உடியூர், பெரியகாரை அஞ்சல், தேவகோட்டை வட்டம், சிவகங்கை மாவட்டம்.: [9, 1078, 404, 1105]
section-heading: எஸ். புதூர் ஒன்றியம்: [135, 1708, 278, 1726]
listing-paragraph: அமைப்பாளர் - ரகுவுதவன் கிழக்கோல் தெரு, என்ரௌரி அஞ்சல், காட்டுமன்னார் கோவில் வட்டம், கடலூர் மாவட்டம்.: [1249, 1297, 1642, 1324]
listing-paragraph: துணை அமைப்பாளர்கள் - 1) எம். மாமுத்து நாட்டரசன் கோட்டை, சிவகங்கை மாவட்டம். 2) எஸ். கர்ணன் நாட்டரசன் கோட்டை, சிவகங்கை மாவட்டம். 3) எஸ். கண்ணன் நாட்டரசன் கோட்டை, சிவகங்கை மாவட்டம். 4) கே. செல்லப்பாண்டி நாட்டரசன்கோட்டை, சிவகங்கை மாவட்டம்.: [836, 1263, 1229, 1322]
section-heading: மானாமதுரை நகரம்: [966, 14, 1099, 32]
listing-paragraph: துணை அமைப்பாளர்கள் - 1) கொளவழி 3/278, வடக்கு தெரு, சீர்குளக்குப்பம் அஞ்சல், கடலூர் மாவட்டம் - 607301. 2) ஆனந்த் 40, காலனி கண்மணி அய்யனார் கோவில் தெரு, பெரிய நெய்வேலி அஞ்சல் கடலூர் மாவட்டம். 3) வேலவன் 36/2, இந்திரா நகர், கோட்டகம், கடலூர் மாவட்டம். 4) வெங்கட்டேசங்கடம் 23 பெருமாள்கோவில் தெரு, பழைய நெய்வேலி, நெய்வேலி-2 கடலூர் மாவட்டம். 5) அரவிந்த் 162, தெற்கம்பாடி ஆட்டுமறி, கடலூர் மாவட்டம்.: [1249, 480, 1642, 571]
section-heading: கல்லல் மேற்கு ஒன்றியம்: [123, 889, 290, 907]
section-heading: கடலூர் கிழக்கு ஒன்றியம்: [948, 1800, 1117, 1818]
section-heading: குமராட்சி கிழக்கு ஒன்றியம்: [1353, 960, 1538, 978]
listing-paragraph: துணை அமைப்பாளர்கள் - 1) ஓ. பாரதி எண். 8-4-2(2), குடிதுக்கு தெரு, புதுவயல், காரைக்குடி வட்டம், சிவகங்கை மாவட்டம். 2) மு. முகமது சலி எண். 5பி, கீழ பள்ளிவாசல் தெரு, புதுவயல், காரைக்குடி வட்டம், சிவகங்கை மாவட்டம். 3) ம. கண்ணப்பன் நடுவீதி, புதுவயல், காரைக்குடி வட்டம், சிவகங்கை மாவட்டம்.: [836, 221, 1229, 280]
section-heading: கடலூர் தெற்கு ஒன்றியம்: [949, 1684, 1116, 1702]
listing-paragraph: அமைப்பாளர் - பா. சுந்தரமூர்த்தி மேணவர் வீதி, நடுவீரப்பட்டு - 607102. கடலூர் மாவட்டம்.: [836, 1957, 1229, 1984]
listing-paragraph: துணை அமைப்பாளர்கள் - 1) சிவிவாசன் பழையூர், கானாடுகாத்தான் சிவகங்கை மாவட்டம். 2) பழனியப்பன் சந்திரசூர்திமில் நகர், கானாடுகாத்தான் சிவகங்கை மாவட்டம். 3) ஹரிபிரசாத் ஆடி தெரு, கானாடுகாத்தான் சிவகங்கை மாவட்டம்.: [836, 750, 1229, 793]
section-heading: குறிஞ்சிப்பாடி தெற்கு ஒன்றியம்: [1338, 273, 1553, 291]
listing-paragraph: அமைப்பாளர் - க. கண்ணீர் சி.கணேசன் அம்பேத்கார் தெரு, சிவகங்கை, சிவகங்கை மாவட்டம்.: [423, 1874, 817, 1901]
section-heading: கல்லல் கிழக்கு ஒன்றியம்: [122, 722, 290, 740]
listing-paragraph: துணை அமைப்பாளர்கள் - 1) அ. சந்திரன் கீழ நாடார் தெரு, பள்ளத்தூர், காரைக்குடி வட்டம், சிவகங்கை மாவட்டம். 2) சீ. அழகர் கோவிலான் தெருவு, பள்ளத்தூர், காரைக்குடி வட்டம், சிவகங்கை மாவட்டம். 3) மு. அசோக்குமார் நாடார்குடியிருப்பு, கோட்டையூர், காரைக்குடி வட்டம், சிவகங்கை மாவட்டம். 4) ரா. ராஜேஸ்வரி திருச்சி மெயின் ரோடு, பள்ளத்தூர், காரைக்குடி வட்டம், சிவகங்கை மாவட்டம்.: [836, 486, 1229, 560]
listing-paragraph: துணை அமைப்பாளர்கள் - 1) வெ. பிச்சை ஆண்டியப்பன் ஏ. கருங்குளம் அஞ்சல், வெற்றியூர் வழி, காரைக்குடி வட்டம், சிவகங்கை மாவட்டம்.: [9, 782, 404, 809]
listing-paragraph: துணை அமைப்பாளர்கள் - 1) கே. தங்கராஜ் வி.நகர், காளாப்பூர் சிங்கம்புணரி வட்டம், சிவகங்கை மாவட்டம் - 630501. 2) எ. சேகர் கிருமாப்பூர், வேங்கைப்பட்டி அஞ்சல், சிங்கம்புணரி வட்டம், சிவகங்கை மாவட்டம் - 630502. 3) கு. முத்து கோட்டைவேலூர் கணபதி கரைப்பட்டி, சிங்கம்புணரி அஞ்சல் சிங்கம்புணரி வட்டம், சிவகங்கை மாவட்டம் - 630502. 4) ம. புமிநாதன் அணைக்கரைப்பட்டி, சிங்கம்புணரி வட்டம், சிவகங்கை மாவட்டம் - 630501. 5) சே. பிரபு காட்டு தெரு, சிங்கம்புணரி அஞ்சல், சிங்கம்புணரி வட்டம், சிவகங்கை மாவட்டம் - 630502.: [423, 73, 817, 180]
listing-paragraph: அமைப்பாளர் - சி. தமிழ்மணி கருப்பர் கோவிலபட்டி கல்லம்பட்டி அஞ்சல், திருப்பத்தூர் வட்டம் சிவகங்கை மாவட்டம் - 630566.: [423, 219, 817, 246]
listing-paragraph: துணை அமைப்பாளர்கள் - 1) கு. முருகேசன் அண்ணாநகர், சிங்கம்புணரி, சிவகங்கை மாவட்டம் - 630502. 2) மு. கண்ணன் வடக்கு செட்டியார் தெரு, சிங்கம்புணரி, சிவகங்கை மாவட்டம் - 630502. 3) சே. விகுவேல், சங்கர் கோவில் தெரு, சிங்கம்புணரி, சிவகங்கை மாவட்டம் - 630502.: [836, 1146, 1229, 1205]
section-heading: திருமுட்டம் மேற்கு ஒன்றியம்: [1346, 1796, 1545, 1814]
listing-paragraph: துணை அமைப்பாளர்கள் - 1) ச. முருகேசன் முடுக்குவயல், கண்ணங்குடி அஞ்சல், தேவகோட்டை வட்டம், சிவகங்கை மாவட்டம். 2) மு. செல்வம் திருமணவயல் தெற்கு தெரு, பாவனக்கோட்டை அஞ்சல், தேவகோட்டை வட்டம், சிவகங்கை மாவட்டம். 3) சி. இராமநாதன் பெரியகாரை, பெரியகாரை அஞ்சல், தேவகோட்டை வட்டம், சிவகங்கை மாவட்டம். 4) மு. பாலமுருகன் கண்டியார்கோவில், கண்ணங்குடி அஞ்சல், இராமநாதபுரம், தேவகோட்டை வட்டம், சிவகங்கை மாவட்டம். 5) க. வெள்ளைச்சாமி சிலைச் உடப்பன்பட்டி, இராமநாதன் அஞ்சல், தேவகோட்டை வட்டம், சிவகங்கை மாவட்டம்.: [9, 1112, 404, 1219]
listing-paragraph: அமைப்பாளர் - சே. எஸ். காதர்மைதீன் கே. நெடுவயல் அஞ்சல், உலகம்பட்டி வழி, சிங்கம்புணரி வட்டம், சிவகங்கை மாவட்டம் - 630309: [9, 1733, 404, 1760]
listing-paragraph: 2) கதி மணிவாசகம் தேற்றுப்பட்டி, ஏ. கருங்குளம் அஞ்சல், வெற்றியூர் வழி, காரைக்குடி வட்டம், சிவகங்கை மாவட்டம். 3) மா. ராஜமாணிக்கம் வானியல், பாடத்தான்பட்டி அஞ்சல், கல்லல் வழி, காரைக்குடி வட்டம், சிவகங்கை மாவட்டம். 4) க. முருகன் பள்ளிக டனிதி. கல்லுப்பட்டி, கல்லுப்பட்டி அஞ்சல், காரைக்குடி வட்டம், சிவகங்கை மாவட்டம்.: [9, 816, 404, 875]
listing-paragraph: அமைப்பாளர் - க. விஜயகுமார் 7. கப்பராஜ நகர், வரகால்பட்டு, கடலூர்.: [854, 1709, 1161, 1720]
column-3: [826, 0, 1238, 2251]
section-heading: 'கண்ணங்குடி ஒன்றியம்: [126, 558, 286, 576]
section-heading: காளையார்கோவில் வடக்கு ஒன்றியம்: [493, 373, 747, 391]
section-heading: இளையான்குடி தெற்கு ஒன்றியம்: [509, 1029, 731, 1047]
listing-paragraph: துணை அமைப்பாளர்கள் - 1) பாலகுரு புதுநகர், என்ரௌரி அஞ்சல், காட்டுமன்னார் கோவில் வட்டம், கடலூர் மாவட்டம். 2) ஜெயசீலன் இருகுப்பம், குந்திரிமேடு, மா. கொளகுழ அஞ்சல், காட்டுமன்னார் கோவில் வட்டம், கடலூர் மாவட்டம். 3) சோமு புதுநகர் அஞ்சல், காட்டுமன்னார் கோவில் வட்டம், கடலூர் மாவட்டம். 4) சோமசுந்தரம் அண்ணாநகர், குமராட்சி அஞ்சல், காட்டுமன்னார்கோவில் வட்டம், கடலூர் மாவட்டம். 5) கமல்ராஜ் வடக்கு தெரு, குமராட்சி அஞ்சல், காட்டுமன்னார்கோவில் வட்டம், கடலூர் மாவட்டம்.: [1249, 1332, 1642, 1438]
listing-paragraph: துணை அமைப்பாளர்கள் - 1) வே. ரித்திஷ் கவுண்டர் குப்பணிம் நகர், ரெ. குயவகுடா, மருதாடு, கடலூர். 2) க. குமார் 7. கப்பராஜ நகர், வரகால்பட்டு, கடலூர். 3) புஷ்பராஜ் ஞ, 11 திருவள்ளுவர் நகர் தெ, தோட்டப்பட்டு, கடலூர். 4) சி. கணேசன் 35, செல்வகணபதி நகர், கொண்டூர், கடலூர். 5) செ. அருள் புது நகர், வரகால்பட்டு, கடலூர்.: [836, 1728, 1229, 1786]
listing-paragraph: துணை அமைப்பாளர்கள் - 1) காந்தீந் பாட்டைவீதி, கருங்குழி, குறிஞ்சிப்பாடி வட்டம். 2) முருகன் தனக்கரை அஞ்சல், ஆதிராக நகர், குறிஞ்சிப்பாடி வட்டம். 3) பழனிவேல் தெற்கு தெரு, ஆதிராக நகர், குறிஞ்சிப்பாடி வட்டம். 4) அபண்சீமம் அஞ்சல், கோழியங்குளம், குறிஞ்சிப்பாடி வட்டம். 5) மூர்த்தி அங்காளம்மன் கோவில் தெரு குள்ளஞ்சாவடி, குறிஞ்சிப்பாடி வட்டம்.: [1249, 333, 1642, 407]
listing-paragraph: துணை அமைப்பாளர்கள் - 1) பாஸ்கர் என். மூதைப்பு, குமரன் தெரு, கடலூர் தாலுகா, கடலூர் மாவட்டம். 2) மலைபாலு அஞ்சல், கடலூர் மாவட்டம். 3) சத்தி திருவாந்திபுரம் மெயின் ரோடு மிலிலால் வடக்கம்பட்டு அஞ்சல், கடலூர் மாவட்டம். 4) எம். துகஎ.ஆ.மியான் மேல் தெரு, ஓட்டுப்டா திருவந்திரம் அஞ்சல் கடலூர் தாலுக்கா கடலூர் மாவட்டம். 4) எம். துகஎல் மேலாபுரம் தெரு, கடலூர் மாவட்டம். 5) மு. மாரியப்பன் மேணவர் வீதி, நடுவீரப்பட்டு - 607102, கடலூர் மாவட்டம். 5) கா. சிவா மேணவர் வீதி, நடுவீரப்பட்டு 607102. கடலூர் மாவட்டம்.: [1249, 5, 1642, 111]
listing-paragraph: அமைப்பாளர் - க. சி. மகேசன் சுந்தரம் நகர், சிங்கம்புணரி, சிவகங்கை மாவட்டம் - 630502.: [836, 1112, 1229, 1139]
